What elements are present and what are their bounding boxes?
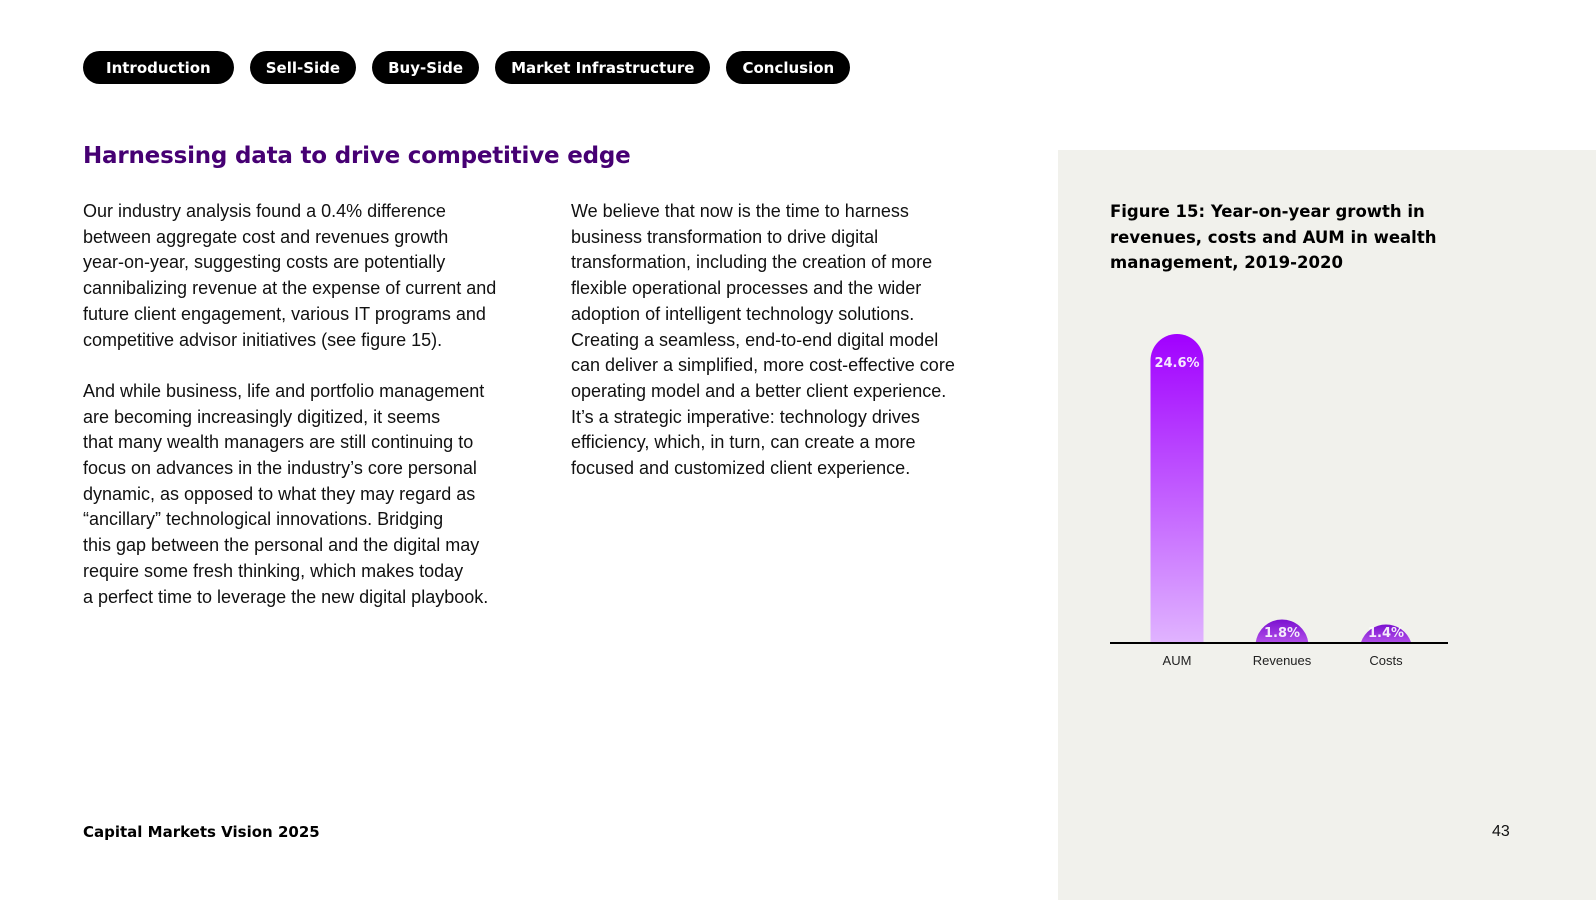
x-tick-label: Revenues: [1252, 653, 1312, 668]
paragraph: We believe that now is the time to harness business transformation to drive digital transformation, including the creation of more flexible operational processes and the wider adoption of intelligent technology solutions. Creating a seamless, end-to-end digital model can deliver a simplified, more cost-effective core operating model and a better client experience. It’s a strategic imperative: technology drives efficiency, which, in turn, can create a more focused and customized client experience.: [571, 201, 955, 479]
paragraph: And while business, life and portfolio management are becoming increasingly digitized, it seems that many wealth managers are still continuing to focus on advances in the industry’s core personal dynamic, as opposed to what they may regard as “ancillary” technological innovations. Bridging this gap between the personal and the digital may require some fresh thinking, which makes today a perfect time to leverage the new digital playbook.: [83, 380, 489, 607]
data-label: 1.8%: [1263, 626, 1301, 641]
body-column-left: [83, 199, 543, 610]
page-title: Harnessing data to drive competitive edge: [83, 143, 631, 169]
nav-tab-sell-side[interactable]: Sell-Side: [250, 51, 356, 84]
page-number: 43: [1492, 823, 1510, 840]
figure-title: Figure 15: Year-on-year growth in revenues, costs and AUM in wealth management, 2019-2020: [1110, 202, 1437, 272]
data-label: 24.6%: [1154, 356, 1200, 371]
section-nav: [83, 51, 850, 84]
bar-chart: [1100, 320, 1460, 670]
nav-tab-buy-side[interactable]: Buy-Side: [372, 51, 479, 84]
x-tick-label: Costs: [1369, 653, 1403, 668]
paragraph: Our industry analysis found a 0.4% difference between aggregate cost and revenues growth year-on-year, suggesting costs are potentially cannibalizing revenue at the expense of current and future client engagement, various IT programs and competitive advisor initiatives (see figure 15).: [83, 201, 497, 350]
nav-tab-conclusion[interactable]: Conclusion: [726, 51, 850, 84]
nav-tab-introduction[interactable]: Introduction: [83, 51, 234, 84]
nav-tab-market-infrastructure[interactable]: Market Infrastructure: [495, 51, 710, 84]
footer-title: Capital Markets Vision 2025: [83, 823, 320, 841]
body-column-right: [571, 199, 1041, 482]
bar-aum: [1151, 334, 1204, 642]
data-label: 1.4%: [1367, 626, 1405, 641]
x-tick-label: AUM: [1162, 653, 1192, 668]
